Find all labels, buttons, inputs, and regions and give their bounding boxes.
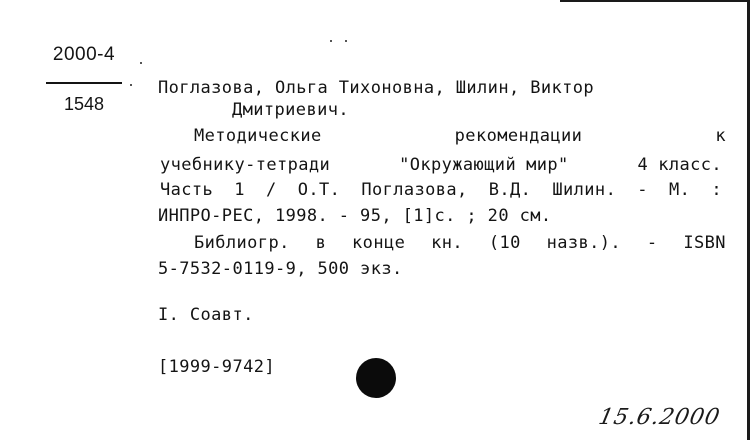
title-word: Часть [160, 180, 214, 200]
biblio-word: (10 [488, 233, 521, 253]
title-phrase [399, 155, 569, 175]
title-word: Шилин. [552, 180, 617, 200]
speck [130, 84, 132, 86]
biblio-word: в [315, 233, 327, 253]
title-word: Поглазова, [361, 180, 468, 200]
biblio-line-1 [194, 233, 726, 253]
heading-line-1: Поглазова, Ольга Тихоновна, Шилин, Виктор [158, 78, 595, 98]
title-word: О.Т. [297, 180, 341, 200]
call-number: 2000-4 [52, 44, 116, 65]
speck [140, 62, 142, 64]
title-phrase [638, 155, 722, 175]
biblio-word: ISBN [683, 233, 726, 253]
call-number-divider [46, 82, 122, 84]
title-word: Методические [194, 126, 322, 146]
title-line-1 [194, 126, 726, 146]
title-word: к [715, 126, 726, 146]
biblio-word: кн. [431, 233, 463, 253]
title-line-4: ИНПРО-РЕС, 1998. - 95, [1]с. ; 20 см. [158, 206, 552, 226]
title-word: класс. [658, 155, 722, 175]
biblio-word: конце [352, 233, 406, 253]
call-number-block [42, 44, 126, 115]
biblio-word: - [646, 233, 658, 253]
title-word: учебнику-тетради [160, 155, 331, 175]
record-id: [1999-9742] [158, 357, 275, 377]
handwritten-date: 15.6.2000 [596, 405, 723, 430]
biblio-line-2: 5-7532-0119-9, 500 экз. [158, 259, 403, 279]
title-word: / [265, 180, 277, 200]
speck [345, 40, 347, 42]
title-word: мир" [526, 155, 569, 175]
biblio-word: назв.). [546, 233, 622, 253]
title-word: : [711, 180, 722, 200]
title-word: 1 [234, 180, 245, 200]
inventory-number: 1548 [63, 94, 105, 114]
card-top-edge [560, 0, 750, 2]
title-line-3 [160, 180, 722, 200]
title-word: М. [669, 180, 691, 200]
title-word: 4 [637, 155, 649, 175]
title-line-2 [160, 155, 722, 175]
coauthor-entry: I. Соавт. [158, 305, 254, 325]
title-word: "Окружающий [399, 155, 517, 175]
title-word: В.Д. [488, 180, 532, 200]
title-word: - [637, 180, 648, 200]
biblio-word: Библиогр. [194, 233, 290, 253]
card-punch-hole [356, 358, 396, 398]
title-word: рекомендации [454, 126, 583, 146]
speck [330, 40, 332, 42]
heading-line-2: Дмитриевич. [232, 100, 349, 120]
